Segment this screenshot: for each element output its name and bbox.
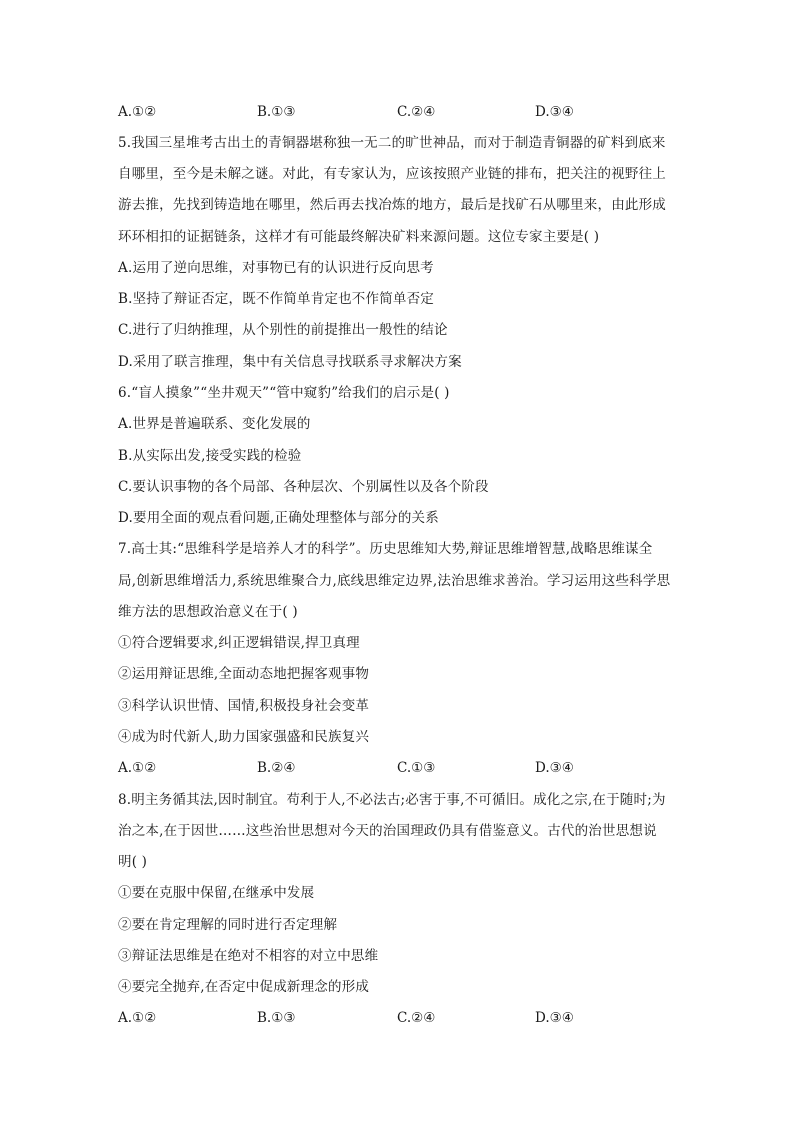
q5-stem-line-3: 游去推，先找到铸造地在哪里，然后再去找冶炼的地方，最后是找矿石从哪里来，由此形成 (118, 197, 666, 213)
q8-stem-line-3: 明( ) (118, 854, 148, 870)
q8-item-3: ③辩证法思维是在绝对不相容的对立中思维 (118, 948, 379, 964)
q8-options (118, 1009, 678, 1027)
q8-stem-line-1: 8.明主务循其法,因时制宜。苟利于人,不必法古;必害于事,不可循旧。成化之宗,在于随时;为 (118, 792, 666, 808)
q8-stem-line-2: 治之本,在于因世……这些治世思想对今天的治国理政仍具有借鉴意义。古代的治世思想说 (118, 823, 657, 839)
q4-options (118, 103, 678, 121)
q5-choice-d[interactable]: D.采用了联言推理，集中有关信息寻找联系寻求解决方案 (118, 354, 462, 370)
q7-option-d[interactable]: D.③④ (535, 760, 574, 776)
q5-stem-line-2: 自哪里，至今是未解之谜。对此，有专家认为，应该按照产业链的排布，把关注的视野往上 (118, 166, 666, 182)
q7-stem-line-3: 维方法的思想政治意义在于( ) (118, 604, 298, 620)
q7-option-c[interactable]: C.①③ (397, 760, 436, 776)
q6-choice-a[interactable]: A.世界是普遍联系、变化发展的 (118, 416, 311, 432)
q7-item-1: ①符合逻辑要求,纠正逻辑错误,捍卫真理 (118, 635, 360, 651)
q5-choice-b[interactable]: B.坚持了辩证否定，既不作简单肯定也不作简单否定 (118, 291, 435, 307)
q7-item-4: ④成为时代新人,助力国家强盛和民族复兴 (118, 729, 370, 745)
q7-options (118, 759, 678, 777)
q7-item-3: ③科学认识世情、国情,积极投身社会变革 (118, 698, 370, 714)
q7-item-2: ②运用辩证思维,全面动态地把握客观事物 (118, 666, 370, 682)
q8-option-b[interactable]: B.①③ (257, 1010, 296, 1026)
q4-option-a[interactable]: A.①② (118, 104, 157, 120)
q8-item-4: ④要完全抛弃,在否定中促成新理念的形成 (118, 979, 370, 995)
q5-stem-line-4: 环环相扣的证据链条，这样才有可能最终解决矿料来源问题。这位专家主要是( ) (118, 229, 600, 245)
q8-item-2: ②要在肯定理解的同时进行否定理解 (118, 917, 338, 933)
q8-option-d[interactable]: D.③④ (535, 1010, 574, 1026)
q4-option-b[interactable]: B.①③ (257, 104, 296, 120)
q6-choice-b[interactable]: B.从实际出发,接受实践的检验 (118, 448, 302, 464)
q6-stem: 6.“盲人摸象”“坐井观天”“管中窥豹”给我们的启示是( ) (118, 385, 450, 401)
q7-option-a[interactable]: A.①② (118, 760, 157, 776)
q7-stem-line-1: 7.高士其:“思维科学是培养人才的科学”。历史思维知大势,辩证思维增智慧,战略思维谋全 (118, 541, 653, 557)
q4-option-d[interactable]: D.③④ (535, 104, 574, 120)
q8-option-c[interactable]: C.②④ (397, 1010, 436, 1026)
q6-choice-d[interactable]: D.要用全面的观点看问题,正确处理整体与部分的关系 (118, 510, 439, 526)
q7-option-b[interactable]: B.②④ (257, 760, 296, 776)
q5-choice-c[interactable]: C.进行了归纳推理，从个别性的前提推出一般性的结论 (118, 322, 448, 338)
q7-stem-line-2: 局,创新思维增活力,系统思维聚合力,底线思维定边界,法治思维求善治。学习运用这些科学思 (118, 573, 671, 589)
q5-stem-line-1: 5.我国三星堆考古出土的青铜器堪称独一无二的旷世神品，而对于制造青铜器的矿料到底来 (118, 135, 666, 151)
q8-item-1: ①要在克服中保留,在继承中发展 (118, 885, 315, 901)
q8-option-a[interactable]: A.①② (118, 1010, 157, 1026)
q6-choice-c[interactable]: C.要认识事物的各个局部、各种层次、个别属性以及各个阶段 (118, 479, 489, 495)
q5-choice-a[interactable]: A.运用了逆向思维，对事物已有的认识进行反向思考 (118, 260, 434, 276)
q4-option-c[interactable]: C.②④ (397, 104, 436, 120)
